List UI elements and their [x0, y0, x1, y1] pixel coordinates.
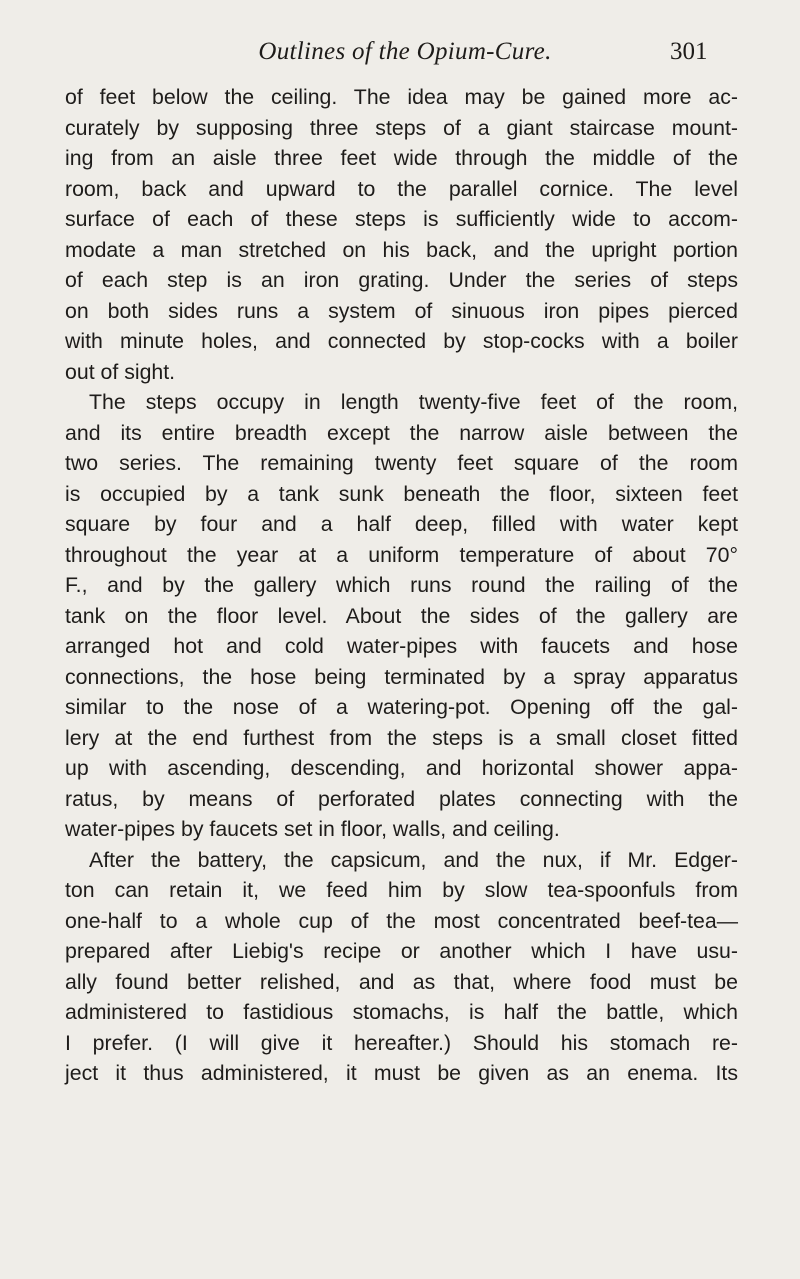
text-line: ject it thus administered, it must be given as an enema. Its	[65, 1061, 738, 1085]
text-line: arranged hot and cold water-pipes with faucets and hose	[65, 634, 738, 658]
text-line: and its entire breadth except the narrow aisle between the	[65, 420, 738, 445]
text-line: curately by supposing three steps of a giant staircase mount-	[65, 115, 738, 140]
text-line: one-half to a whole cup of the most concentrated beef-tea—	[65, 908, 738, 933]
text-line: out of sight.	[65, 359, 176, 384]
text-line: lery at the end furthest from the steps is a small closet fitted	[65, 725, 738, 750]
text-line: I prefer. (I will give it hereafter.) Should his stomach re-	[65, 1030, 738, 1055]
text-line: of feet below the ceiling. The idea may be gained more ac-	[65, 85, 738, 109]
text-line: After the battery, the capsicum, and the nux, if Mr. Edger-	[89, 847, 738, 872]
text-line: modate a man stretched on his back, and the upright portion	[65, 237, 738, 262]
text-line: prepared after Liebig's recipe or another which I have usu-	[65, 939, 738, 963]
text-line: of each step is an iron grating. Under the series of steps	[65, 268, 738, 292]
text-line: up with ascending, descending, and horizontal shower appa-	[65, 756, 738, 780]
text-line: ratus, by means of perforated plates connecting with the	[65, 786, 738, 811]
text-line: room, back and upward to the parallel cornice. The level	[65, 176, 738, 201]
text-line: square by four and a half deep, filled with water kept	[65, 512, 738, 536]
text-line: tank on the floor level. About the sides of the gallery are	[65, 603, 738, 628]
text-line: throughout the year at a uniform temperature of about 70°	[65, 542, 738, 567]
text-line: ally found better relished, and as that, where food must be	[65, 969, 738, 994]
text-line: F., and by the gallery which runs round the railing of the	[65, 573, 738, 597]
text-line: water-pipes by faucets set in floor, walls, and ceiling.	[65, 817, 560, 841]
body-text	[65, 82, 738, 1089]
page-number: 301	[670, 38, 708, 65]
text-line: ing from an aisle three feet wide through the middle of the	[65, 146, 738, 170]
text-line: with minute holes, and connected by stop-cocks with a boiler	[65, 329, 738, 353]
text-line: ton can retain it, we feed him by slow tea-spoonfuls from	[65, 878, 738, 902]
text-line: similar to the nose of a watering-pot. Opening off the gal-	[65, 695, 738, 719]
text-line: on both sides runs a system of sinuous iron pipes pierced	[65, 298, 738, 323]
text-line: surface of each of these steps is sufficiently wide to accom-	[65, 207, 738, 231]
text-line: is occupied by a tank sunk beneath the floor, sixteen feet	[65, 481, 738, 506]
text-line: connections, the hose being terminated by a spray apparatus	[65, 664, 738, 689]
running-head	[0, 36, 800, 72]
text-line: two series. The remaining twenty feet square of the room	[65, 451, 738, 475]
running-title: Outlines of the Opium-Cure.	[258, 38, 552, 65]
text-line: The steps occupy in length twenty-five feet of the room,	[89, 390, 738, 414]
text-line: administered to fastidious stomachs, is half the battle, which	[65, 1000, 738, 1024]
